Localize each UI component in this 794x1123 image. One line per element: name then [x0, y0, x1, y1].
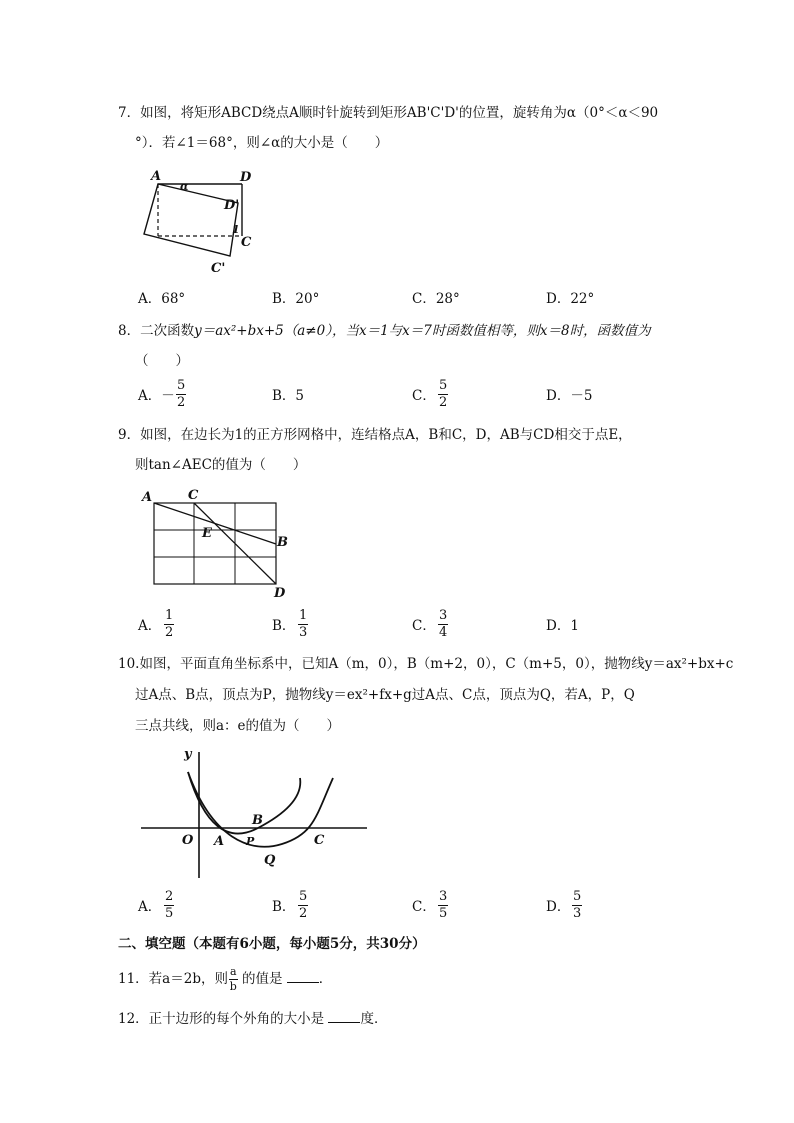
q9-line-1: 9．如图，在边长为1的正方形网格中，连结格点A，B和C，D，AB与CD相交于点E， [118, 427, 632, 443]
q8-option-b: B．5 [272, 388, 305, 404]
q7-label-A: A [151, 169, 162, 184]
fraction-denominator: 2 [439, 395, 448, 410]
q11-prefix: 11．若a＝2b，则 [118, 971, 228, 987]
q9-option-c-fraction [438, 609, 448, 640]
q10-option-b-fraction [298, 890, 308, 921]
fraction-denominator: 2 [299, 906, 308, 921]
fraction-numerator: 5 [439, 378, 448, 393]
q11-line [118, 970, 228, 988]
q10-label-y: y [184, 747, 192, 762]
q10-label-O: O [182, 833, 194, 848]
q8-line-1-function: y＝ax²+bx+5（a≠0），当x＝1与x＝7时函数值相等，则x＝8时，函数值为 [194, 323, 651, 339]
q8-option-c-fraction [438, 379, 448, 410]
q11-fraction [229, 966, 238, 993]
q7-label-C: C [241, 235, 252, 250]
q8-option-a-fraction [176, 379, 186, 410]
fraction-denominator: 5 [165, 906, 174, 921]
q9-label-E: E [202, 526, 212, 541]
section-2-title: 二、填空题（本题有6小题，每小题5分，共30分） [118, 936, 426, 952]
q8-option-a-label: A．－ [138, 388, 175, 404]
q9-figure [138, 487, 293, 602]
q9-label-C: C [188, 488, 199, 503]
fraction-denominator: 4 [439, 625, 448, 640]
q9-line-2: 则tan∠AEC的值为（ ） [135, 457, 307, 473]
q7-label-D-prime: D' [224, 198, 240, 213]
q10-line-2: 过A点、B点，顶点为P，抛物线y＝ex²+fx+g过A点、C点，顶点为Q，若A，P，Q [135, 687, 635, 703]
q7-label-D: D [240, 170, 252, 185]
fraction-numerator: 5 [299, 889, 308, 904]
fraction-denominator: b [229, 980, 237, 993]
q11-end: ． [318, 971, 333, 987]
q11-answer-blank[interactable] [287, 970, 319, 983]
fraction-denominator: 3 [299, 625, 308, 640]
fraction-numerator: 1 [165, 608, 174, 623]
fraction-numerator: 1 [299, 608, 308, 623]
q9-option-a-label: A． [138, 618, 162, 634]
q7-option-d: D．22° [546, 291, 595, 307]
q8-option-d: D．－5 [546, 388, 593, 404]
fraction-numerator: 2 [165, 889, 174, 904]
q8-line-1 [118, 322, 651, 340]
q7-line-2: °）．若∠1＝68°，则∠α的大小是（ ） [135, 135, 389, 151]
fraction-denominator: 2 [177, 395, 186, 410]
q9-option-c-label: C． [412, 618, 436, 634]
fraction-numerator: 3 [439, 608, 448, 623]
fraction-numerator: 5 [177, 378, 186, 393]
fraction-numerator: a [230, 965, 237, 978]
q7-option-c: C．28° [412, 291, 460, 307]
q9-option-d: D．1 [546, 618, 579, 634]
q7-figure [138, 168, 268, 278]
q10-line-1: 10.如图，平面直角坐标系中，已知A（m，0），B（m+2，0），C（m+5，0），抛物线y＝ax²+bx+c [118, 656, 734, 672]
q9-option-a-fraction [164, 609, 174, 640]
fraction-numerator: 5 [573, 889, 582, 904]
q9-label-D: D [274, 586, 286, 601]
q7-label-alpha: α [180, 180, 189, 193]
q12-suffix: 度． [360, 1011, 388, 1027]
q8-line-1-prefix: 8．二次函数 [118, 323, 195, 339]
q12-line [118, 1010, 387, 1028]
q9-label-A: A [142, 490, 153, 505]
q10-label-C: C [314, 833, 325, 848]
fraction-denominator: 5 [439, 906, 448, 921]
q10-option-d-fraction [572, 890, 582, 921]
fraction-denominator: 2 [165, 625, 174, 640]
q12-answer-blank[interactable] [328, 1010, 360, 1023]
q10-label-A: A [214, 834, 225, 849]
fraction-denominator: 3 [573, 906, 582, 921]
fraction-numerator: 3 [439, 889, 448, 904]
q9-option-b-label: B． [272, 618, 296, 634]
q12-prefix: 12．正十边形的每个外角的大小是 [118, 1011, 325, 1027]
q10-label-Q: Q [264, 853, 276, 868]
q8-line-2: （ ） [135, 353, 189, 369]
q8-option-c-label: C． [412, 388, 436, 404]
q10-option-a-fraction [164, 890, 174, 921]
q10-option-c-label: C． [412, 899, 436, 915]
q7-label-C-prime: C' [211, 261, 226, 276]
q11-suffix-line [242, 970, 332, 988]
q9-option-b-fraction [298, 609, 308, 640]
q10-option-d-label: D． [546, 899, 571, 915]
q7-option-a: A．68° [138, 291, 186, 307]
q7-line-1: 7．如图，将矩形ABCD绕点A顺时针旋转到矩形AB'C'D'的位置，旋转角为α（0°＜α＜90 [118, 105, 659, 121]
q10-option-a-label: A． [138, 899, 162, 915]
q11-suffix: 的值是 [242, 971, 283, 987]
q10-option-c-fraction [438, 890, 448, 921]
q10-option-b-label: B． [272, 899, 296, 915]
q10-label-P: P [246, 835, 255, 848]
q9-label-B: B [277, 535, 288, 550]
q10-figure [138, 744, 373, 884]
q10-line-3: 三点共线，则a：e的值为（ ） [135, 718, 341, 734]
q7-label-1: 1 [232, 223, 240, 236]
q10-label-B: B [252, 813, 263, 828]
q7-option-b: B．20° [272, 291, 320, 307]
